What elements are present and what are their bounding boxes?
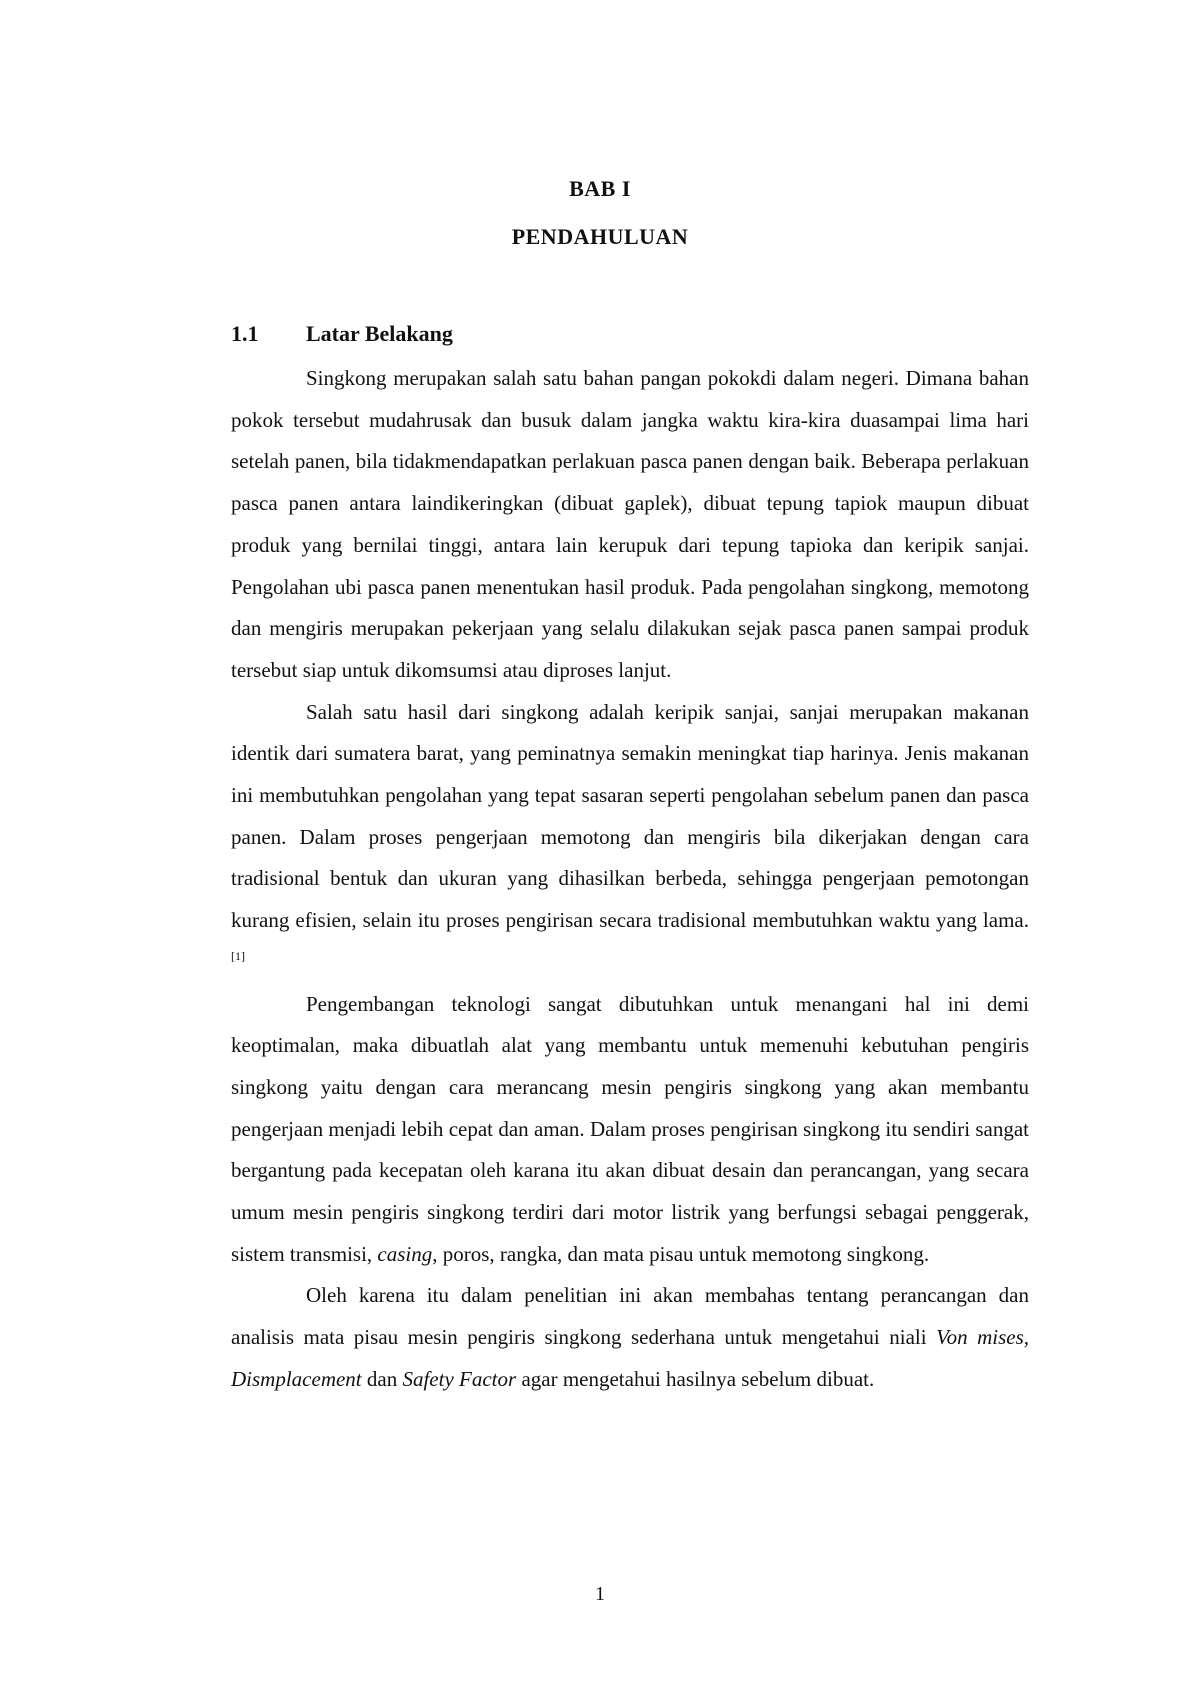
- paragraph-2: [231, 692, 1029, 984]
- italic-term-safety-factor: Safety Factor: [402, 1366, 517, 1391]
- paragraph-3-text: Pengembangan teknologi sangat dibutuhkan untuk menangani hal ini demi keoptimalan, maka dibuatlah alat yang membantu untuk memenuhi kebutuhan pengiris singkong yaitu dengan cara merancang mesin pengiris singkong yang akan membantu pengerjaan menjadi lebih cepat dan aman. Dalam proses pengirisan singkong itu sendiri sangat bergantung pada kecepatan oleh karana itu akan dibuat desain dan perancangan, yang secara umum mesin pengiris singkong terdiri dari motor listrik yang berfungsi sebagai penggerak, sistem transmisi,: [231, 991, 1029, 1266]
- paragraph-1-text: Singkong merupakan salah satu bahan pangan pokokdi dalam negeri. Dimana bahan pokok tersebut mudahrusak dan busuk dalam jangka waktu kira-kira duasampai lima hari setelah panen, bila tidakmendapatkan perlakuan pasca panen dengan baik. Beberapa perlakuan pasca panen antara laindikeringkan (dibuat gaplek), dibuat tepung tapiok maupun dibuat produk yang bernilai tinggi, antara lain kerupuk dari tepung tapioka dan keripik sanjai. Pengolahan ubi pasca panen menentukan hasil produk. Pada pengolahan singkong, memotong dan mengiris merupakan pekerjaan yang selalu dilakukan sejak pasca panen sampai produk tersebut siap untuk dikomsumsi atau diproses lanjut.: [231, 366, 1029, 682]
- body-text: [231, 358, 1029, 1401]
- connector-word: dan: [366, 1366, 398, 1391]
- section-number: 1.1: [231, 321, 259, 346]
- paragraph-4-text-end: agar mengetahui hasilnya sebelum dibuat.: [521, 1366, 875, 1391]
- italic-term-von-mises: Von mises, Dismplacement: [231, 1325, 1030, 1391]
- section-heading: [231, 321, 453, 347]
- paragraph-3: [231, 984, 1029, 1276]
- paragraph-3-text-end: , poros, rangka, dan mata pisau untuk memotong singkong.: [432, 1241, 930, 1266]
- paragraph-1: [231, 358, 1029, 692]
- paragraph-4: [231, 1275, 1029, 1400]
- citation-reference: [1]: [231, 948, 245, 963]
- paragraph-4-text: Oleh karena itu dalam penelitian ini akan membahas tentang perancangan dan analisis mata pisau mesin pengiris singkong sederhana untuk mengetahui niali: [231, 1283, 1029, 1350]
- page-number: 1: [595, 1583, 605, 1605]
- section-title: Latar Belakang: [306, 321, 453, 346]
- chapter-title: PENDAHULUAN: [511, 224, 689, 249]
- chapter-number: BAB I: [569, 176, 631, 201]
- paragraph-2-text: Salah satu hasil dari singkong adalah keripik sanjai, sanjai merupakan makanan identik dari sumatera barat, yang peminatnya semakin meningkat tiap harinya. Jenis makanan ini membutuhkan pengolahan yang tepat sasaran seperti pengolahan sebelum panen dan pasca panen. Dalam proses pengerjaan memotong dan mengiris bila dikerjakan dengan cara tradisional bentuk dan ukuran yang dihasilkan berbeda, sehingga pengerjaan pemotongan kurang efisien, selain itu proses pengirisan secara tradisional membutuhkan waktu yang lama.: [231, 699, 1029, 933]
- italic-term-casing: casing: [377, 1241, 433, 1266]
